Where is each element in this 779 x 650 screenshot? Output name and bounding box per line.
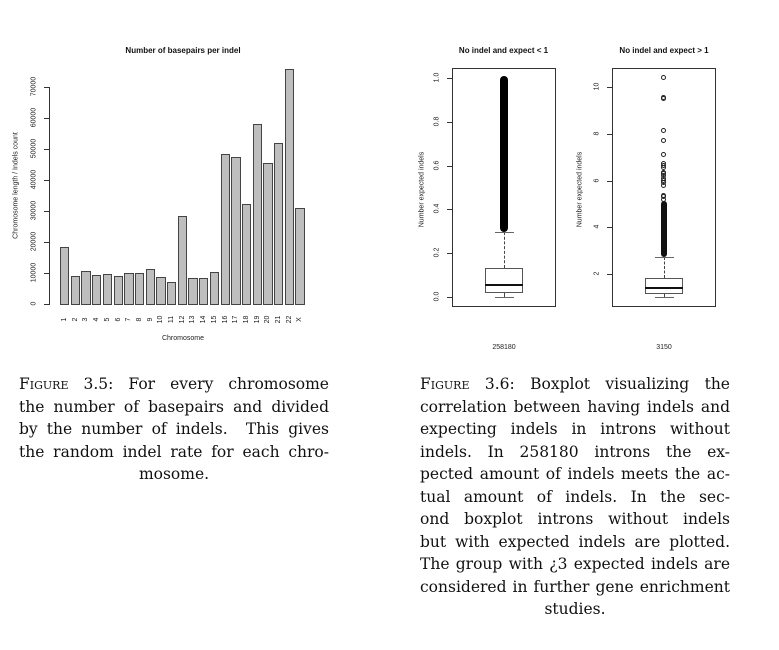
x-tick-label: 6 xyxy=(114,317,122,322)
y-tick xyxy=(44,211,49,212)
x-tick-label: 4 xyxy=(93,317,101,322)
outlier-point xyxy=(661,128,666,133)
y-tick-label: 10 xyxy=(593,82,601,91)
upper-whisker xyxy=(504,232,505,268)
caption-line: expecting indels in introns without xyxy=(420,420,730,438)
bar-13 xyxy=(188,278,197,305)
figure-label: Figure 3.5: xyxy=(19,375,114,393)
x-tick-label: 19 xyxy=(253,315,261,324)
bar-11 xyxy=(167,282,176,305)
y-tick-label: 0.8 xyxy=(433,116,441,127)
x-tick-label: 8 xyxy=(136,317,144,322)
outlier-point xyxy=(661,161,666,166)
y-tick-label: 30000 xyxy=(30,200,38,221)
caption-line: by the number of indels. This gives xyxy=(19,420,329,438)
bar-chart-ylabel: Chromosome length / Indels count xyxy=(12,132,20,239)
y-tick-label: 0 xyxy=(30,301,38,306)
caption-line: pected amount of indels meets the ac- xyxy=(420,465,730,483)
outliers-dense-band xyxy=(661,201,667,257)
x-tick-label: 3 xyxy=(82,317,90,322)
y-tick-label: 0.6 xyxy=(433,160,441,170)
boxplot2-body xyxy=(560,0,740,360)
y-tick xyxy=(447,209,452,210)
y-tick-label: 6 xyxy=(593,178,601,182)
caption-line: considered in further gene enrichment xyxy=(420,577,730,596)
lower-whisker-cap xyxy=(655,297,674,298)
y-tick xyxy=(44,118,49,119)
x-tick-label: 15 xyxy=(210,315,218,324)
y-tick xyxy=(44,180,49,181)
bar-22 xyxy=(285,69,294,305)
y-tick-label: 4 xyxy=(593,224,601,229)
boxplot-expect-lt-1 xyxy=(400,0,570,360)
x-tick-label: 9 xyxy=(146,317,154,322)
figure-3-5-caption xyxy=(19,373,329,486)
y-tick-label: 40000 xyxy=(30,169,38,190)
figure-label: Figure 3.6: xyxy=(420,375,515,393)
upper-whisker-cap xyxy=(655,257,674,258)
x-tick-label: 14 xyxy=(200,315,208,324)
caption-line: but with expected indels are plotted. xyxy=(420,532,730,551)
bar-4 xyxy=(92,275,101,305)
caption-line: studies. xyxy=(544,600,606,618)
x-tick-label: 1 xyxy=(61,317,69,322)
x-tick-label: 2 xyxy=(71,317,79,322)
upper-whisker xyxy=(664,257,665,278)
y-tick xyxy=(44,304,49,305)
boxplot-expect-gt-1 xyxy=(560,0,740,360)
boxplot2-xlabel: 3150 xyxy=(656,344,672,351)
bar-14 xyxy=(199,278,208,305)
figure-3-5 xyxy=(0,0,360,360)
caption-line: tual amount of indels. In the sec- xyxy=(420,487,730,506)
outlier-point xyxy=(661,138,666,143)
x-tick-label: 5 xyxy=(103,317,111,322)
bar-1 xyxy=(60,247,69,305)
bar-17 xyxy=(231,157,240,305)
bar-9 xyxy=(146,269,155,305)
y-tick xyxy=(607,87,612,88)
bar-8 xyxy=(135,273,144,305)
caption-line: the random indel rate for each chro- xyxy=(19,442,329,461)
caption-line: ond boxplot introns without indels xyxy=(420,510,730,528)
bar-10 xyxy=(156,277,165,305)
y-tick xyxy=(607,134,612,135)
x-tick-label: 7 xyxy=(125,317,133,322)
boxplot2-ylabel: Number expected indels xyxy=(576,151,584,228)
bar-18 xyxy=(242,204,251,305)
outlier-point xyxy=(661,75,666,80)
bar-X xyxy=(295,208,304,305)
median-line xyxy=(485,284,523,286)
y-tick xyxy=(44,87,49,88)
outlier-point xyxy=(661,152,666,157)
x-tick-label: X xyxy=(296,317,304,322)
box xyxy=(485,268,523,293)
y-tick xyxy=(607,181,612,182)
x-tick-label: 10 xyxy=(157,315,165,324)
y-tick-label: 0.0 xyxy=(433,291,441,302)
y-tick-label: 70000 xyxy=(30,76,38,97)
lower-whisker-cap xyxy=(495,297,514,298)
boxplot1-ylabel: Number expected indels xyxy=(418,151,426,228)
bar-12 xyxy=(178,216,187,305)
bar-20 xyxy=(263,163,272,305)
outliers-dense-band xyxy=(500,76,508,232)
caption-line: correlation between having indels and xyxy=(420,397,730,416)
y-tick xyxy=(447,297,452,298)
y-tick xyxy=(447,166,452,167)
y-tick-label: 8 xyxy=(593,131,601,136)
figure-3-6-caption xyxy=(420,373,730,621)
y-tick xyxy=(44,149,49,150)
outlier-point xyxy=(661,170,666,175)
boxplot1-body xyxy=(400,0,570,360)
y-tick-label: 0.4 xyxy=(433,204,441,214)
caption-line: mosome. xyxy=(138,465,210,483)
y-tick-label: 1.0 xyxy=(433,72,441,83)
x-tick-label: 21 xyxy=(275,315,283,324)
x-tick-label: 18 xyxy=(243,315,251,324)
bar-3 xyxy=(81,271,90,305)
bar-5 xyxy=(103,274,112,305)
caption-line: indels. In 258180 introns the ex- xyxy=(420,442,730,461)
y-tick xyxy=(607,274,612,275)
bar-chart-xlabel: Chromosome xyxy=(161,335,204,342)
bar-19 xyxy=(253,124,262,305)
x-tick-label: 12 xyxy=(178,315,186,324)
bar-7 xyxy=(124,273,133,305)
bar-2 xyxy=(71,276,80,305)
y-tick-label: 60000 xyxy=(30,107,38,128)
caption-line: Boxplot visualizing the xyxy=(530,375,730,393)
caption-line: The group with ¿3 expected indels are xyxy=(420,555,730,573)
upper-whisker-cap xyxy=(495,232,514,233)
y-tick xyxy=(447,78,452,79)
y-tick-label: 2 xyxy=(593,271,601,276)
bar-chart-title: Number of basepairs per indel xyxy=(125,46,241,55)
bar-6 xyxy=(114,276,123,305)
y-tick xyxy=(447,253,452,254)
y-tick-label: 20000 xyxy=(30,231,38,252)
x-tick-label: 22 xyxy=(285,315,293,324)
bar-15 xyxy=(210,272,219,305)
boxplot1-title: No indel and expect < 1 xyxy=(458,46,549,55)
boxplot2-title: No indel and expect > 1 xyxy=(619,46,709,55)
y-tick xyxy=(44,242,49,243)
y-tick-label: 0.2 xyxy=(433,247,441,258)
y-tick-label: 10000 xyxy=(30,262,38,283)
x-tick-label: 20 xyxy=(264,315,272,324)
x-tick-label: 16 xyxy=(221,315,229,324)
caption-line: For every chromosome xyxy=(128,375,329,393)
y-tick-label: 50000 xyxy=(30,138,38,159)
x-tick-label: 11 xyxy=(168,315,176,324)
x-tick-label: 13 xyxy=(189,315,197,324)
y-tick xyxy=(607,227,612,228)
boxplot1-xlabel: 258180 xyxy=(492,344,516,351)
y-tick xyxy=(44,273,49,274)
bar-21 xyxy=(274,143,283,305)
bar-chart-y-axis xyxy=(49,87,50,305)
x-tick-label: 17 xyxy=(232,315,240,324)
y-tick xyxy=(447,122,452,123)
caption-line: the number of basepairs and divided xyxy=(19,397,329,416)
bar-16 xyxy=(221,154,230,305)
median-line xyxy=(645,287,683,289)
